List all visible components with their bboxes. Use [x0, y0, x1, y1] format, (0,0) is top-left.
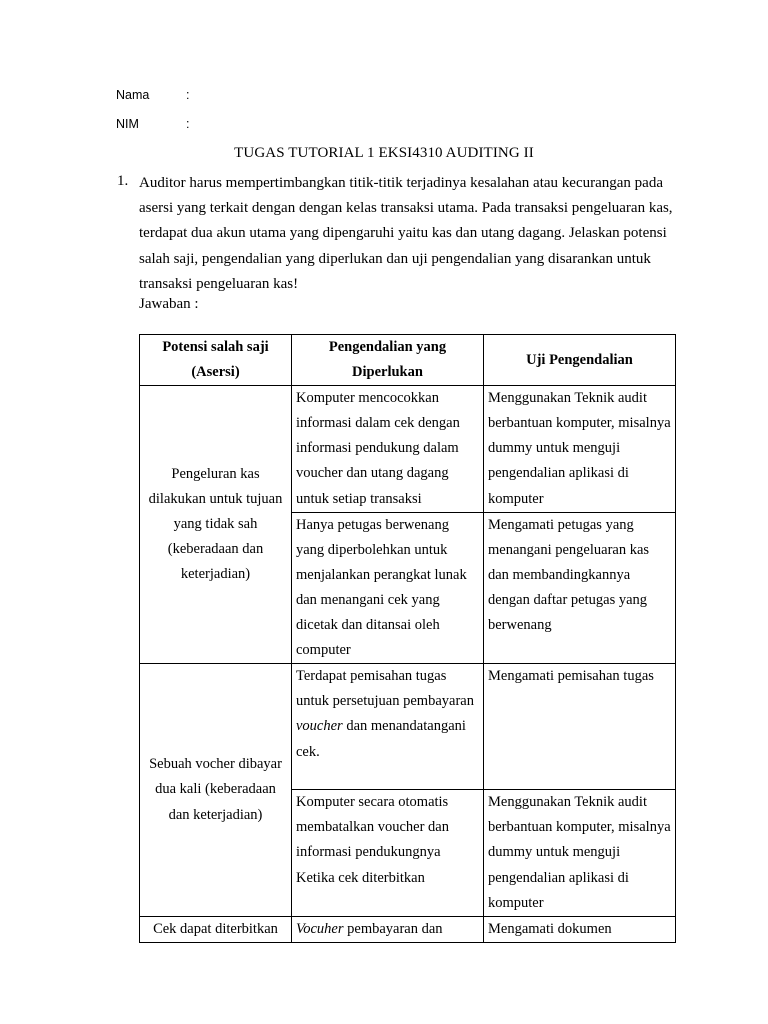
nim-field — [116, 117, 189, 131]
control-cell: Hanya petugas berwenang yang diperbolehkan untuk menjalankan perangkat lunak dan menangani cek yang dicetak dan ditansai oleh computer — [292, 512, 484, 664]
answer-label: Jawaban : — [139, 296, 199, 312]
control-italic-text: Vocuher — [296, 920, 344, 937]
test-cell: Mengamati dokumen — [484, 916, 676, 942]
nim-colon: : — [186, 117, 190, 131]
control-text: Terdapat pemisahan tugas untuk persetujuan pembayaran — [296, 668, 474, 710]
document-title: TUGAS TUTORIAL 1 EKSI4310 AUDITING II — [234, 145, 534, 161]
risk-cell: Pengeluran kas dilakukan untuk tujuan yang tidak sah (keberadaan dan keterjadian) — [140, 386, 292, 664]
control-cell: Komputer secara otomatis membatalkan voucher dan informasi pendukungnya Ketika cek diterbitkan — [292, 790, 484, 916]
control-table — [139, 334, 676, 943]
test-cell: Menggunakan Teknik audit berbantuan komputer, misalnya dummy untuk menguji pengendalian aplikasi di komputer — [484, 386, 676, 512]
test-cell: Mengamati petugas yang menangani pengeluaran kas dan membandingkannya dengan daftar petugas yang berwenang — [484, 512, 676, 664]
test-cell: Menggunakan Teknik audit berbantuan komputer, misalnya dummy untuk menguji pengendalian aplikasi di komputer — [484, 790, 676, 916]
risk-cell: Sebuah vocher dibayar dua kali (keberadaan dan keterjadian) — [140, 664, 292, 916]
test-cell: Mengamati pemisahan tugas — [484, 664, 676, 790]
nama-label: Nama — [116, 88, 150, 102]
header-pengendalian: Pengendalian yang Diperlukan — [292, 335, 484, 386]
header-potensi-salah-saji: Potensi salah saji (Asersi) — [140, 335, 292, 386]
nim-label: NIM — [116, 117, 139, 131]
question-text: Auditor harus mempertimbangkan titik-titik terjadinya kesalahan atau kecurangan pada asersi yang terkait dengan dengan kelas transaksi utama. Pada transaksi pengeluaran kas, terdapat dua akun utama yang dipengaruhi yaitu kas dan utang dagang. Jelaskan potensi salah saji, pengendalian yang diperlukan dan uji pengendalian yang disarankan untuk transaksi pengeluaran kas! — [139, 175, 673, 292]
table-row — [140, 664, 676, 790]
header-uji-pengendalian: Uji Pengendalian — [484, 335, 676, 386]
table-header-row — [140, 335, 676, 386]
nama-field — [116, 88, 189, 102]
control-italic-text: voucher — [296, 718, 343, 735]
nama-colon: : — [186, 88, 190, 102]
control-text: dan menandatangani cek. — [296, 718, 466, 760]
control-cell: Komputer mencocokkan informasi dalam cek dengan informasi pendukung dalam voucher dan utang dagang untuk setiap transaksi — [292, 386, 484, 512]
control-cell — [292, 664, 484, 790]
control-text: pembayaran dan — [343, 920, 443, 937]
risk-cell: Cek dapat diterbitkan — [140, 916, 292, 942]
control-cell — [292, 916, 484, 942]
question-number: 1. — [117, 173, 129, 189]
table-row — [140, 386, 676, 512]
table-row — [140, 916, 676, 942]
